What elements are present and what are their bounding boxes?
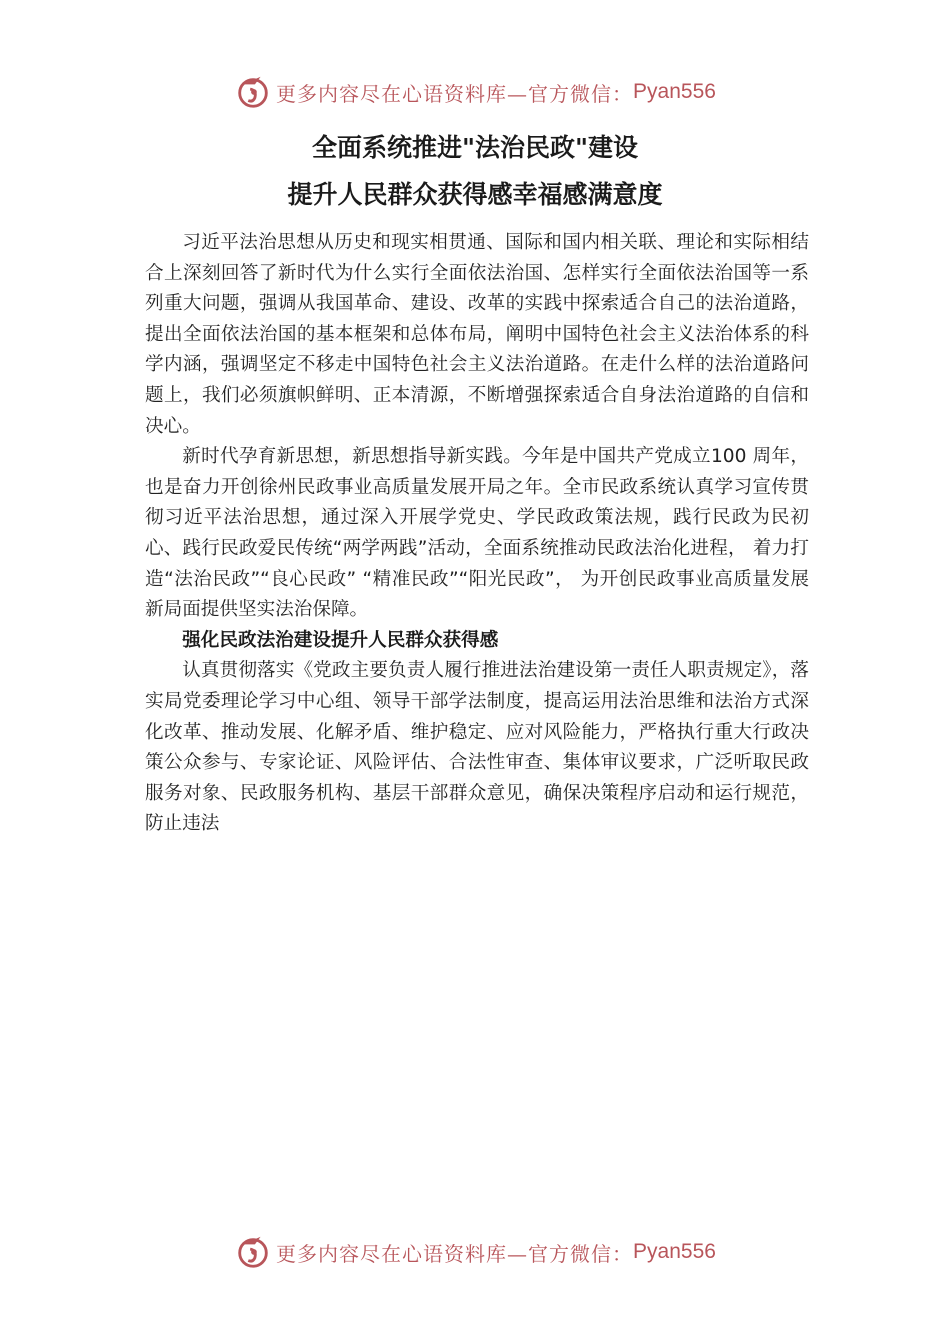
- section-paragraph: 认真贯彻落实《党政主要负责人履行推进法治建设第一责任人职责规定》，落实局党委理论学习中心组、领导干部学法制度，提高运用法治思维和法治方式深化改革、推动发展、化解矛盾、维护稳定、应对风险能力，严格执行重大行政决策公众参与、专家论证、风险评估、合法性审查、集体审议要求，广泛听取民政服务对象、民政服务机构、基层干部群众意见，确保决策程序启动和运行规范，防止违法: [145, 660, 809, 835]
- watermark-text: 更多内容尽在心语资料库—官方微信：: [276, 81, 634, 106]
- logo-icon: [234, 73, 272, 111]
- watermark-text: 更多内容尽在心语资料库—官方微信：: [276, 1241, 634, 1266]
- watermark-id: Pyan556: [633, 80, 716, 103]
- logo-icon: [234, 1233, 272, 1271]
- watermark-footer: [0, 1232, 950, 1272]
- title-line-2: 提升人民群众获得感幸福感满意度: [287, 180, 663, 209]
- title-line-1: 全面系统推进"法治民政"建设: [311, 133, 639, 162]
- watermark-id: Pyan556: [633, 1240, 716, 1263]
- document-body: [145, 228, 809, 840]
- watermark-header: [0, 72, 950, 112]
- paragraph-2: 新时代孕育新思想，新思想指导新实践。今年是中国共产党成立100 周年，也是奋力开创徐州民政事业高质量发展开局之年。全市民政系统认真学习宣传贯彻习近平法治思想，通过深入开展学党史、学民政政策法规，践行民政为民初心、践行民政爱民传统“两学两践”活动，全面系统推动民政法治化进程， 着力打造“法治民政”“良心民政” “精准民政”“阳光民政”， 为开创民政事业高质量发展新局面提供坚实法治保障。: [145, 446, 809, 621]
- paragraph-1: 习近平法治思想从历史和现实相贯通、国际和国内相关联、理论和实际相结合上深刻回答了新时代为什么实行全面依法治国、怎样实行全面依法治国等一系列重大问题，强调从我国革命、建设、改革的实践中探索适合自己的法治道路，提出全面依法治国的基本框架和总体布局，阐明中国特色社会主义法治体系的科学内涵，强调坚定不移走中国特色社会主义法治道路。在走什么样的法治道路问题上，我们必须旗帜鲜明、正本清源，不断增强探索适合自身法治道路的自信和决心。: [145, 232, 809, 437]
- section-heading: 强化民政法治建设提升人民群众获得感: [182, 629, 499, 651]
